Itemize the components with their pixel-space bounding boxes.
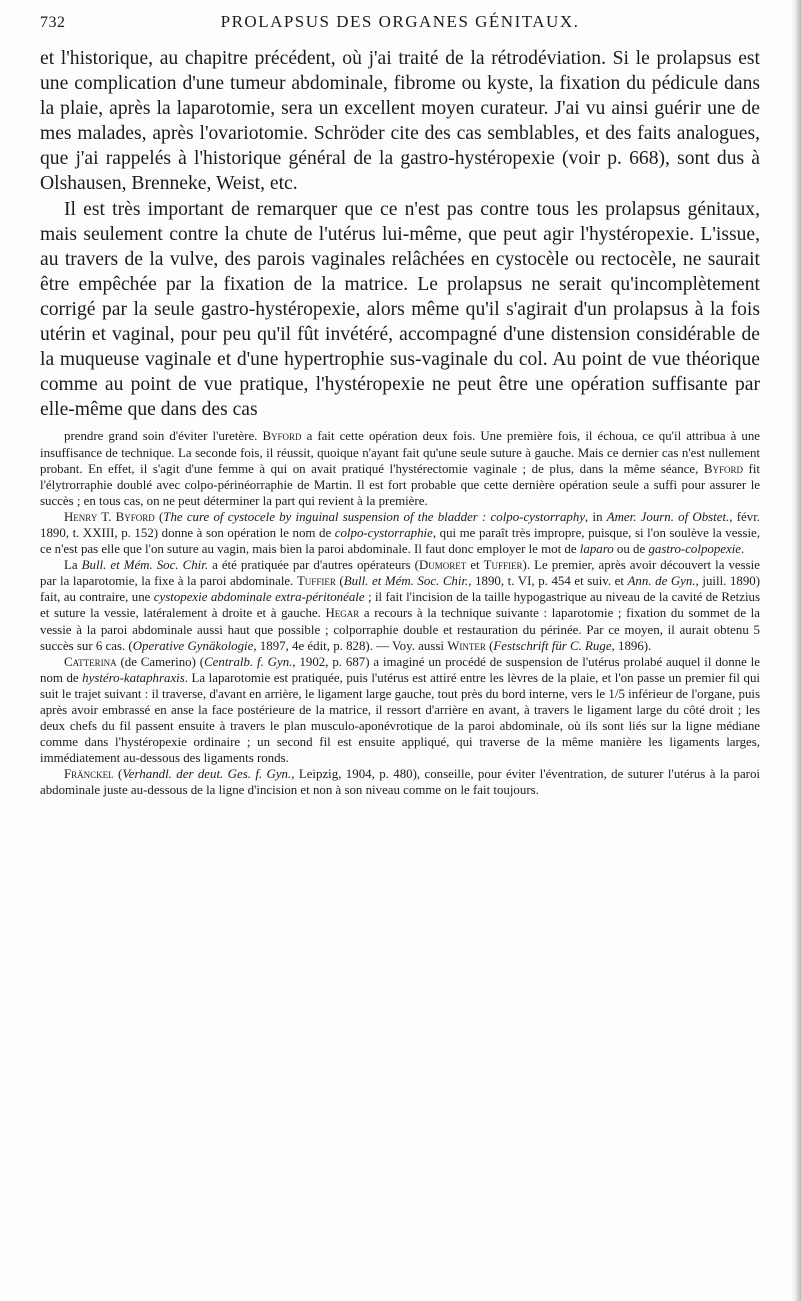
- footnote-3: La Bull. et Mém. Soc. Chir. a été pratiquée par d'autres opérateurs (Dumoret et Tuffier). Le premier, après avoir découvert la vessie par la laparotomie, la fixe à la paroi abdominale. Tuffier (Bull. et Mém. Soc. Chir., 1890, t. VI, p. 454 et suiv. et Ann. de Gyn., juill. 1890) fait, au contraire, une cystopexie abdominale extra-péritonéale ; il fait l'incision de la taille hypogastrique au niveau de la cavité de Retzius et suture la vessie, latéralement à droite et à gauche. Hegar a recours à la technique suivante : laparotomie ; fixation du sommet de la vessie à la paroi abdominale aussi haut que possible ; colporraphie double et restauration du périnée. Par ce moyen, il aurait obtenu 5 succès sur 6 cas. (Operative Gynäkologie, 1897, 4e édit, p. 828). — Voy. aussi Winter (Festschrift für C. Ruge, 1896).: [40, 558, 761, 653]
- book-page: [40, 12, 760, 799]
- footnotes: [40, 428, 760, 798]
- footnote-1: prendre grand soin d'éviter l'uretère. Byford a fait cette opération deux fois. Une première fois, il échoua, ce qu'il attribua à une insuffisance de technique. La seconde fois, il réussit, quoique n'ayant fait qu'une seule suture à gauche. Mais ce dernier cas n'est nullement probant. En effet, il s'agit d'une femme à qui on avait pratiqué l'hystérectomie vaginale ; de plus, dans la même séance, Byford fit l'élytrorraphie doublé avec colpo-périnéorraphie de Martin. Il est fort probable que cette dernière opération seule a suffi pour assurer le succès ; en tous cas, on ne peut déterminer la part qui revient à la première.: [40, 429, 760, 508]
- page-number: 732: [40, 14, 66, 31]
- running-title: PROLAPSUS DES ORGANES GÉNITAUX.: [220, 12, 580, 31]
- footnote-5: Fränckel (Verhandl. der deut. Ges. f. Gyn., Leipzig, 1904, p. 480), conseille, pour éviter l'éventration, de suturer l'utérus à la paroi abdominale juste au-dessous de la ligne d'incision et non à son niveau comme on le fait toujours.: [40, 767, 760, 798]
- main-text: [40, 46, 760, 422]
- page-header: [40, 12, 760, 42]
- page-edge-shadow: [791, 0, 801, 1301]
- footnote-2: Henry T. Byford (The cure of cystocele by inguinal suspension of the bladder : colpo-cystorraphy, in Amer. Journ. of Obstet., févr. 1890, t. XXIII, p. 152) donne à son opération le nom de colpo-cystorraphie, qui me paraît très impropre, puisque, si l'on soulève la vessie, ce n'est pas elle que l'on suture au vagin, mais bien la paroi abdominale. Il faut donc employer le mot de laparo ou de gastro-colpopexie.: [40, 509, 760, 557]
- footnote-4: Catterina (de Camerino) (Centralb. f. Gyn., 1902, p. 687) a imaginé un procédé de suspension de l'utérus prolabé auquel il donne le nom de hystéro-kataphraxis. La laparotomie est pratiquée, puis l'utérus est attiré entre les lèvres de la plaie, et l'on passe un premier fil qui suit le trajet suivant : il traverse, d'avant en arrière, le ligament large gauche, tout près du bord interne, vers le 1/5 inférieur de l'organe, puis après avoir embrassé en anse la face postérieure de la matrice, il ressort d'arrière en avant, à travers le ligament large du côté droit ; les deux chefs du fil passent ensuite à travers le plan musculo-aponévrotique de la paroi abdominale, où ils sont liés sur la ligne médiane comme dans l'hystéropexie ordinaire ; un second fil est ensuite appliqué, qui traverse de la même manière les ligaments larges, immédiatement au-dessous des ligaments ronds.: [40, 654, 761, 766]
- paragraph-1: et l'historique, au chapitre précédent, où j'ai traité de la rétrodéviation. Si le prolapsus est une complication d'une tumeur abdominale, fibrome ou kyste, la fixation du pédicule dans la plaie, après la laparotomie, sera un excellent moyen curateur. J'ai vu ainsi guérir une de mes malades, après l'ovariotomie. Schröder cite des cas semblables, et des faits analogues, que j'ai rappelés à l'historique général de la gastro-hystéropexie (voir p. 668), sont dus à Olshausen, Brenneke, Weist, etc.: [40, 48, 760, 195]
- paragraph-2: Il est très important de remarquer que ce n'est pas contre tous les prolapsus génitaux, mais seulement contre la chute de l'utérus lui-même, que peut agir l'hystéropexie. L'issue, au travers de la vulve, des parois vaginales relâchées en cystocèle ou rectocèle, ne saurait être empêchée par la fixation de la matrice. Le prolapsus ne serait qu'incomplètement corrigé par la seule gastro-hystéropexie, alors même qu'il s'agirait d'un prolapsus à la fois utérin et vaginal, pour peu qu'il fût invétéré, accompagné d'une distension considérable de la muqueuse vaginale et d'une hypertrophie sus-vaginale du col. Au point de vue théorique comme au point de vue pratique, l'hystéropexie ne peut être une opération suffisante par elle-même que dans des cas: [40, 198, 760, 421]
